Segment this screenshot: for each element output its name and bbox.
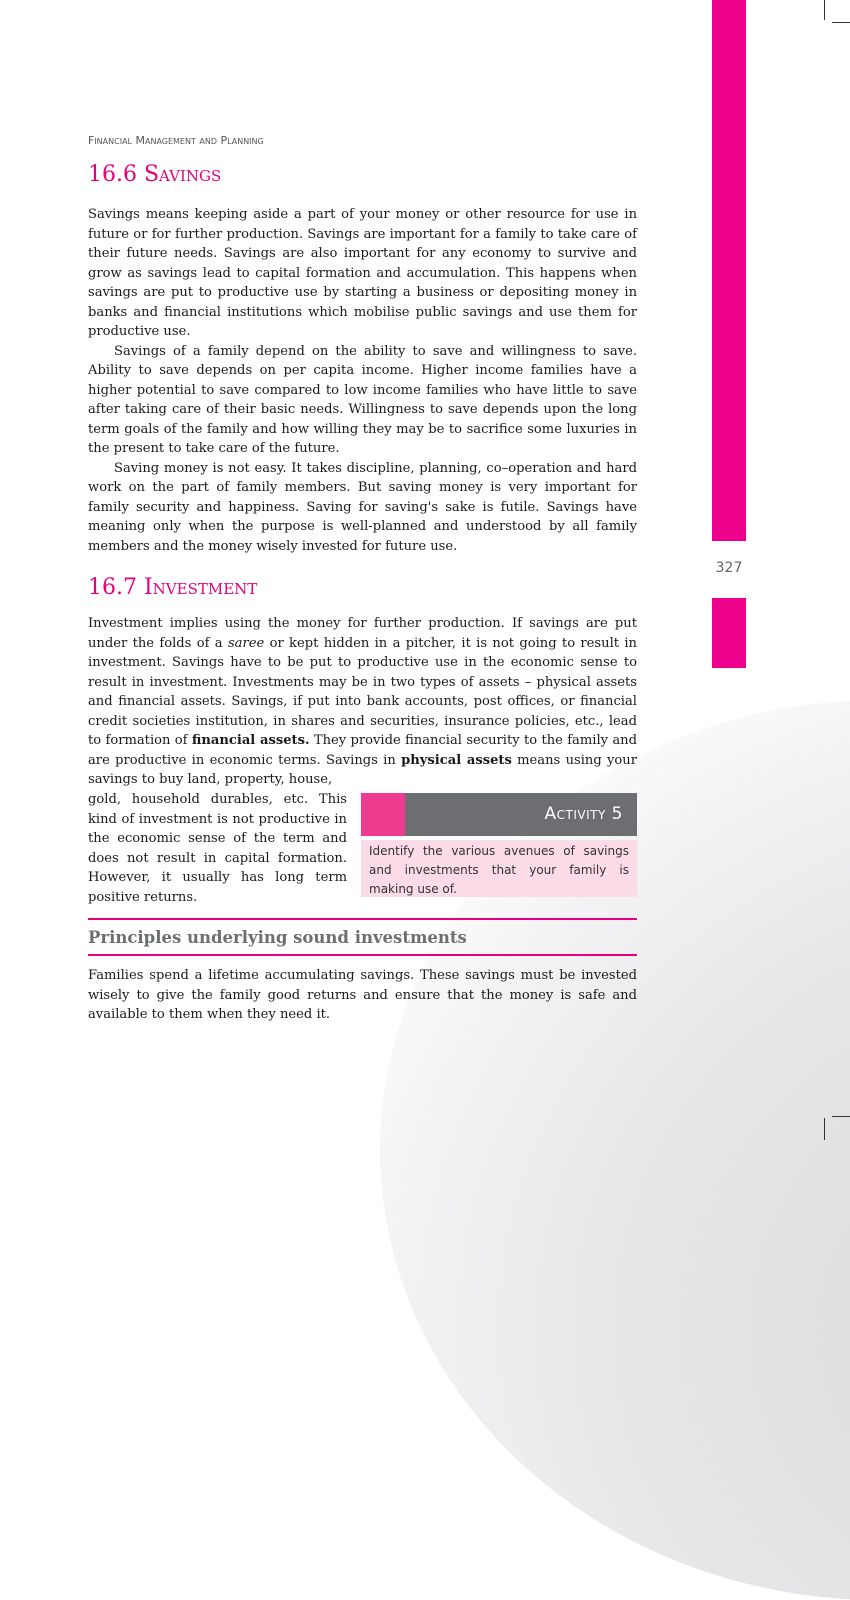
investment-paragraph (88, 614, 637, 790)
principles-body (88, 966, 637, 1025)
crop-mark-top-horizontal (832, 22, 850, 23)
section-title-savings (88, 162, 221, 187)
activity-pink-block (361, 793, 405, 836)
principles-heading: Principles underlying sound investments (88, 928, 467, 947)
divider-top (88, 918, 637, 920)
section-heading: Investment (143, 575, 258, 600)
section-title-investment (88, 575, 257, 600)
savings-paragraph-3: Saving money is not easy. It takes discipline, planning, co–operation and hard work on the part of family members. But saving money is very important for family security and happiness. Saving for saving's sake is futile. Savings have meaning only when the purpose is well-planned and understood by all family members and the money wisely invested for future use. (88, 460, 637, 554)
investment-continuation (88, 790, 347, 907)
savings-paragraph-2: Savings of a family depend on the ability to save and willingness to save. Ability to save depends on per capita income. Higher income families have a higher potential to save compared to low income families who have little to save after taking care of their basic needs. Willingness to save depends upon the long term goals of the family and how willing they may be to sacrifice some luxuries in the present to take care of the future. (88, 343, 637, 456)
page-number: 327 (715, 560, 743, 576)
saree-italic: saree (227, 635, 265, 651)
divider-bottom (88, 954, 637, 956)
activity-text: Identify the various avenues of savings and investments that your family is making use of. (361, 840, 637, 897)
principles-paragraph: Families spend a lifetime accumulating savings. These savings must be invested wisely to give the family good returns and ensure that the money is safe and available to them when they need it. (88, 968, 637, 1022)
section-number: 16.7 (88, 575, 137, 600)
investment-wrap-paragraph: gold, household durables, etc. This kind of investment is not productive in the economic sense of the term and does not result in capital formation. However, it usually has long term positive returns. (88, 792, 347, 905)
side-accent-bar-bottom (712, 598, 746, 668)
text-run: They provide financial security to the family and are productive in economic terms. Savings in (88, 733, 637, 768)
investment-body (88, 614, 637, 790)
savings-body (88, 205, 637, 556)
crop-mark-bottom-horizontal (832, 1116, 850, 1117)
activity-header (361, 793, 637, 836)
activity-box (361, 793, 637, 897)
savings-paragraph-1: Savings means keeping aside a part of your money or other resource for use in future or for further production. Savings are important for a family to take care of their future needs. Savings are also important for any economy to survive and grow as savings lead to capital formation and accumulation. This happens when savings are put to productive use by starting a business or depositing money in banks and financial institutions which mobilise public savings and use them for productive use. (88, 207, 637, 339)
side-accent-bar-top (712, 0, 746, 541)
text-run: or kept hidden in a pitcher, it is not going to result in investment. Savings have to be put to productive use in the economic sense to result in investment. Investments may be in two types of assets – physical assets and financial assets. Savings, if put into bank accounts, post offices, or financial credit societies institution, in shares and securities, insurance policies, etc., lead to formation of (88, 635, 637, 748)
crop-mark-bottom-vertical (824, 1118, 825, 1140)
financial-assets-bold: financial assets. (191, 733, 310, 748)
text-run: Investment implies using the money for further production. If savings are put under the folds of a (88, 616, 637, 651)
crop-mark-top-vertical (824, 0, 825, 20)
text-run: means using your savings to buy land, property, house, (88, 752, 637, 787)
section-number: 16.6 (88, 162, 137, 187)
physical-assets-bold: physical assets (401, 752, 512, 768)
running-head: Financial Management and Planning (88, 134, 264, 147)
activity-label: Activity 5 (405, 793, 637, 836)
section-heading: Savings (143, 162, 222, 187)
